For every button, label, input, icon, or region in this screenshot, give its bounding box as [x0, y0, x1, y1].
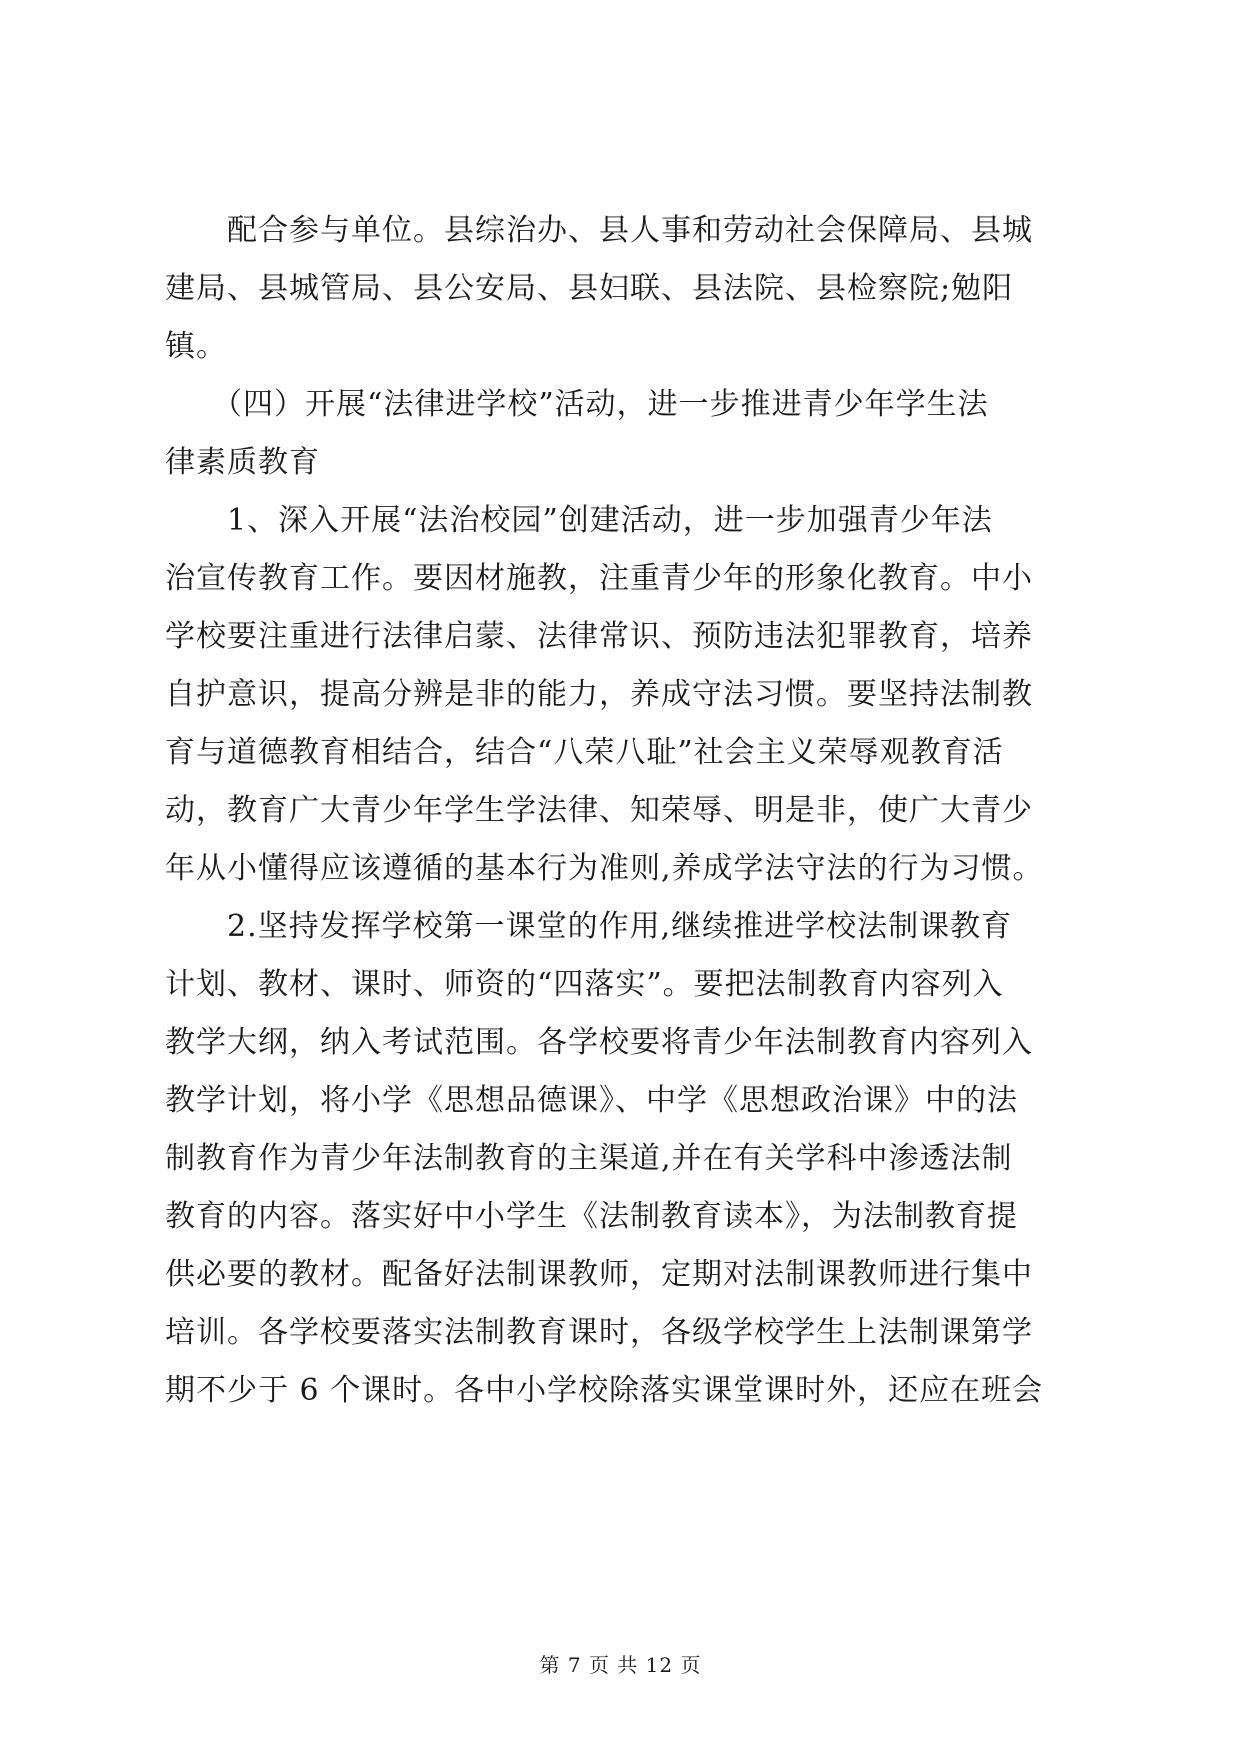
text-line: 2.坚持发挥学校第一课堂的作用,继续推进学校法制课教育 — [165, 909, 1013, 944]
text-line: 育与道德教育相结合，结合“八荣八耻”社会主义荣辱观教育活 — [165, 735, 1004, 770]
text-line: 学校要注重进行法律启蒙、法律常识、预防违法犯罪教育，培养 — [165, 619, 1033, 654]
text-line: 培训。各学校要落实法制教育课时，各级学校学生上法制课第学 — [165, 1315, 1033, 1350]
section-heading: （四）开展“法律进学校”活动，进一步推进青少年学生法 — [165, 387, 989, 422]
text-line: 制教育作为青少年法制教育的主渠道,并在有关学科中渗透法制 — [165, 1141, 1013, 1176]
text-line: 治宣传教育工作。要因材施教，注重青少年的形象化教育。中小 — [165, 561, 1033, 596]
text-line: 1、深入开展“法治校园”创建活动，进一步加强青少年法 — [165, 503, 993, 538]
text-line: 期不少于 6 个课时。各中小学校除落实课堂课时外，还应在班会 — [165, 1373, 1044, 1408]
text-line: 教学计划，将小学《思想品德课》、中学《思想政治课》中的法 — [165, 1083, 1018, 1118]
text-line: 自护意识，提高分辨是非的能力，养成守法习惯。要坚持法制教 — [165, 677, 1033, 712]
text-line: 供必要的教材。配备好法制课教师，定期对法制课教师进行集中 — [165, 1257, 1033, 1292]
text-line: 年从小懂得应该遵循的基本行为准则,养成学法守法的行为习惯。 — [165, 851, 1044, 886]
text-line: 教育的内容。落实好中小学生《法制教育读本》，为法制教育提 — [165, 1199, 1018, 1234]
page-number-footer: 第 7 页 共 12 页 — [539, 1653, 702, 1677]
section-heading: 律素质教育 — [165, 445, 320, 480]
text-line: 教学大纲，纳入考试范围。各学校要将青少年法制教育内容列入 — [165, 1025, 1033, 1060]
text-line: 计划、教材、课时、师资的“四落实”。要把法制教育内容列入 — [165, 967, 1004, 1002]
text-line: 建局、县城管局、县公安局、县妇联、县法院、县检察院;勉阳 — [165, 271, 1014, 306]
text-line: 配合参与单位。县综治办、县人事和劳动社会保障局、县城 — [165, 213, 1033, 248]
text-line: 动，教育广大青少年学生学法律、知荣辱、明是非，使广大青少 — [165, 793, 1033, 828]
text-line: 镇。 — [165, 329, 227, 364]
